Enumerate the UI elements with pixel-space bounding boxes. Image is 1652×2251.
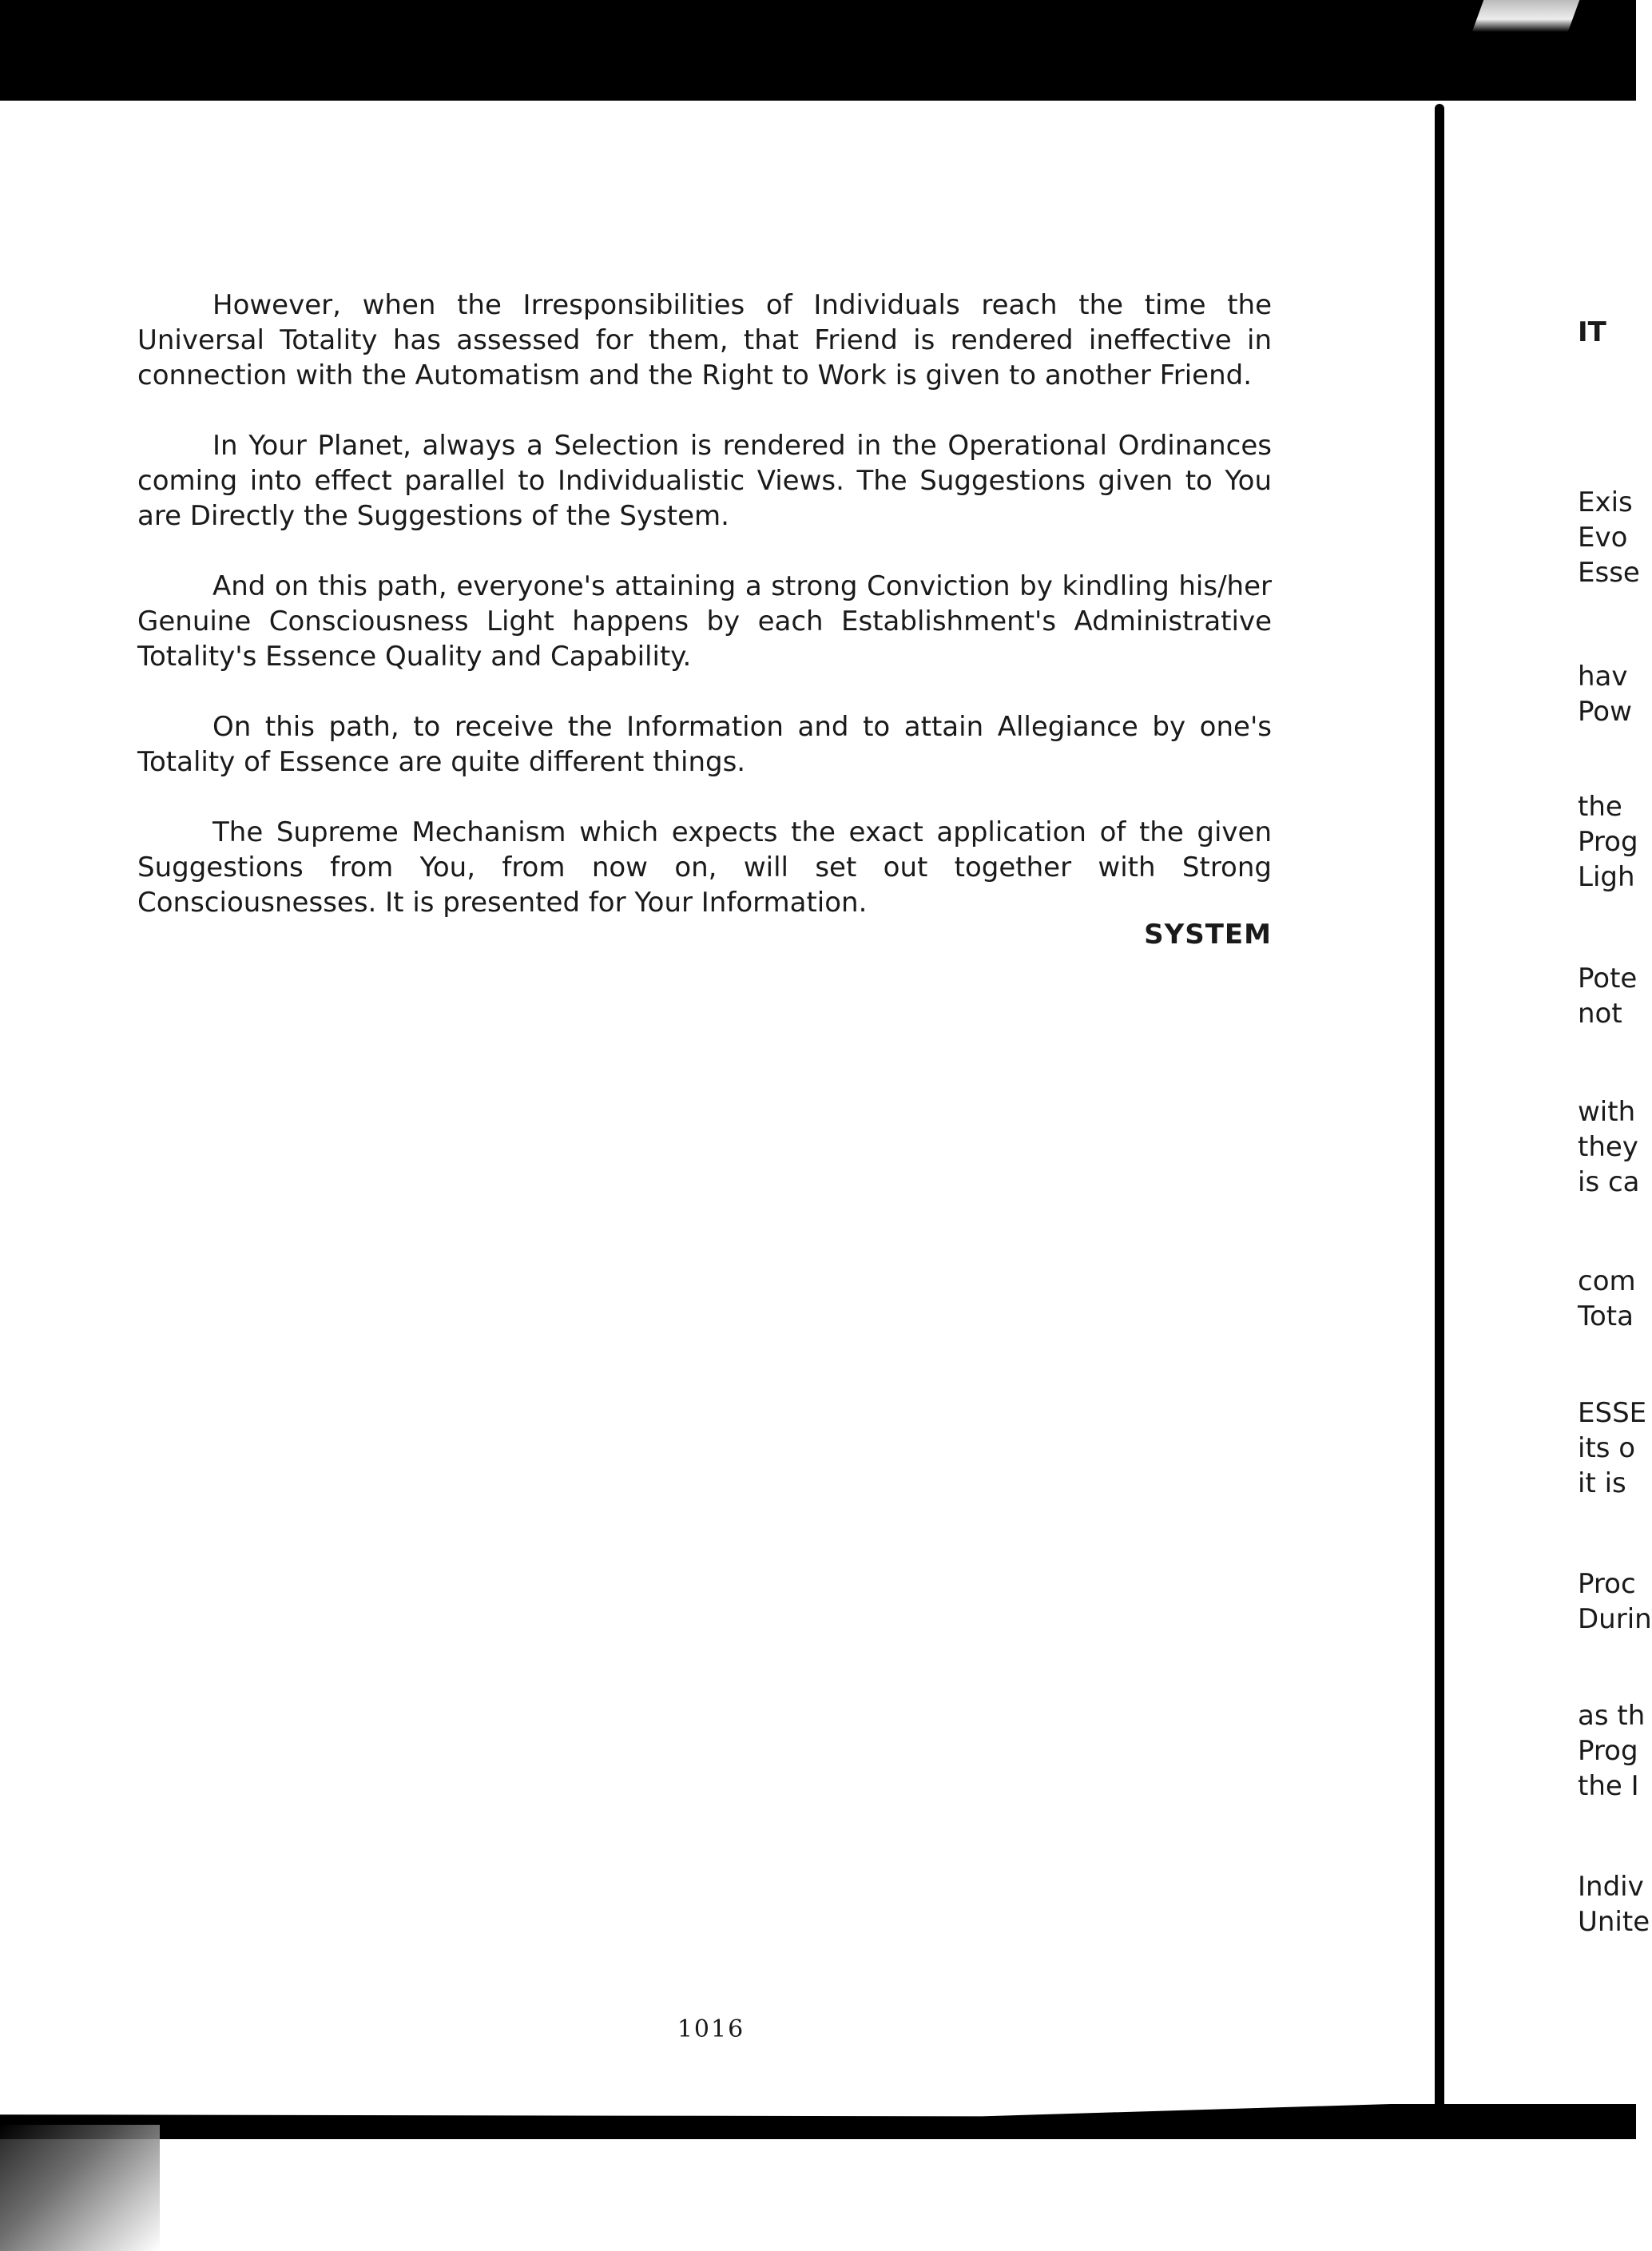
text-fragment: the I [1578, 1770, 1639, 1802]
paragraph: In Your Planet, always a Selection is rendered in the Operational Ordinances coming into effect parallel to Individualistic Views. The Suggestions given to You are Directly the Suggestions of the System. [137, 430, 1272, 532]
text-fragment: Pote [1578, 963, 1638, 994]
paragraph: On this path, to receive the Information and to attain Allegiance by one's Totality of Essence are quite different things. [137, 711, 1272, 778]
scan-corner-artifact-bottom [0, 2125, 160, 2251]
text-fragment: as th [1578, 1700, 1646, 1732]
text-fragment: ESSE [1578, 1397, 1647, 1429]
text-fragment: its o [1578, 1432, 1636, 1464]
text-fragment: Exis [1578, 486, 1633, 518]
text-fragment: Durin [1578, 1603, 1652, 1635]
text-fragment: com [1578, 1265, 1636, 1297]
scan-border-bottom [0, 2104, 1636, 2139]
text-fragment: Prog [1578, 826, 1638, 858]
text-fragment: Esse [1578, 557, 1640, 589]
text-fragment: Pow [1578, 696, 1632, 728]
paragraph: The Supreme Mechanism which expects the exact application of the given Suggestions from You, from now on, will set out together with Strong Consciousnesses. It is presented for Your Information. [137, 816, 1272, 919]
page-number: 1016 [677, 2015, 745, 2043]
text-fragment: the [1578, 791, 1622, 823]
text-fragment: Ligh [1578, 861, 1635, 893]
right-page-edge [1578, 0, 1652, 2251]
book-gutter [1435, 104, 1444, 2125]
text-fragment: is ca [1578, 1166, 1640, 1198]
text-fragment: they [1578, 1131, 1638, 1163]
text-fragment: Indiv [1578, 1871, 1644, 1903]
text-fragment: Prog [1578, 1735, 1638, 1767]
text-fragment: Unite [1578, 1906, 1650, 1938]
text-fragment: it is [1578, 1467, 1626, 1499]
scan-border-top [0, 0, 1636, 101]
scan-corner-artifact [1472, 0, 1580, 32]
text-fragment: Tota [1578, 1300, 1634, 1332]
left-page-body [137, 288, 1272, 955]
paragraph: However, when the Irresponsibilities of Individuals reach the time the Universal Totality has assessed for them, that Friend is rendered ineffective in connection with the Automatism and the Right to Work is given to another Friend. [137, 289, 1272, 391]
text-fragment: hav [1578, 661, 1628, 693]
paragraph: And on this path, everyone's attaining a strong Conviction by kindling his/her Genuine Consciousness Light happens by each Establishment's Administrative Totality's Essence Quality and Capability. [137, 570, 1272, 673]
text-fragment: Evo [1578, 522, 1628, 554]
signature: SYSTEM [1144, 919, 1272, 951]
text-fragment: not [1578, 998, 1622, 1030]
text-fragment: Proc [1578, 1568, 1636, 1600]
text-fragment: with [1578, 1096, 1636, 1128]
text-fragment: IT [1578, 316, 1606, 348]
